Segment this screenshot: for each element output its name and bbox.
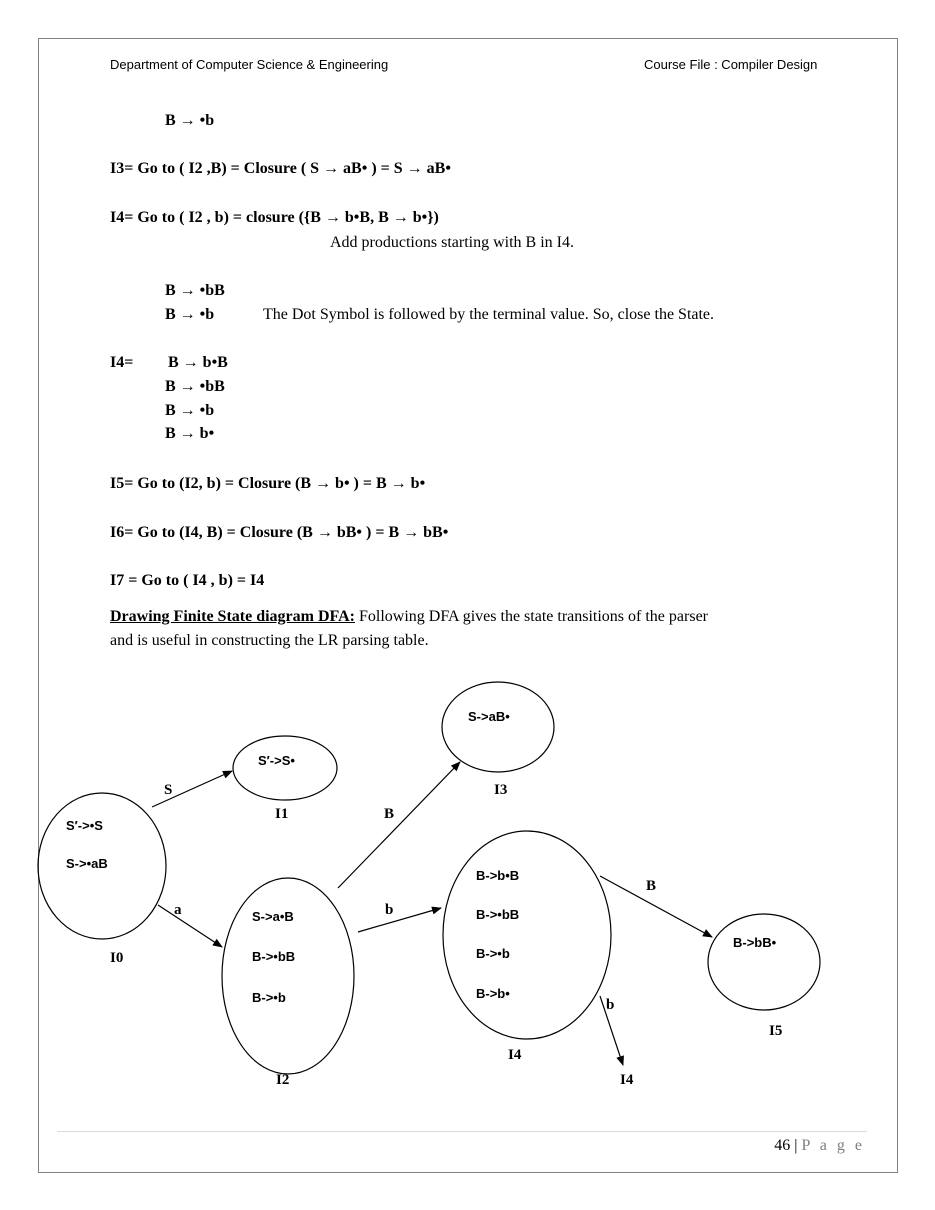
state-i1-circle	[233, 736, 337, 800]
production-line: B → •b	[165, 112, 215, 129]
goto-i6: I6= Go to (I4, B) = Closure (B → bB• ) = B → bB•	[110, 524, 449, 541]
state-i4-label: I4=	[110, 354, 134, 371]
state-i4-circle	[443, 831, 611, 1039]
edge-label: b	[606, 997, 615, 1013]
edge-label: S	[164, 782, 173, 798]
state-i4-item: B->•bB	[476, 907, 520, 922]
page-word: P a g e	[801, 1137, 865, 1154]
dfa-text-line2: and is useful in constructing the LR parsing table.	[110, 632, 429, 649]
state-i0-item: S->•aB	[66, 856, 108, 871]
page-footer	[774, 1137, 865, 1155]
edge-i2-i4	[358, 908, 441, 932]
edge-i0-i2	[158, 905, 222, 947]
production-line: B → •bB	[165, 282, 225, 299]
footer-rule	[57, 1131, 867, 1132]
state-i4-item: B → b•B	[168, 354, 228, 371]
header-left: Department of Computer Science & Engineering	[110, 57, 389, 72]
state-i2-circle	[222, 878, 354, 1074]
goto-i7: I7 = Go to ( I4 , b) = I4	[110, 572, 265, 589]
footer-separator: |	[794, 1137, 798, 1154]
edge-label: a	[174, 902, 182, 918]
production-line: B → •b	[165, 306, 215, 323]
state-i5-label: I5	[769, 1023, 783, 1039]
state-i3-item: S->aB•	[468, 709, 510, 724]
state-i5-item: B->bB•	[733, 935, 777, 950]
page-number: 46	[774, 1137, 791, 1154]
state-i4-item: B->b•B	[476, 868, 520, 883]
goto-i3: I3= Go to ( I2 ,B) = Closure ( S → aB• ) = S → aB•	[110, 160, 451, 177]
state-i0-item: S′->•S	[66, 818, 103, 833]
edge-label: B	[384, 806, 395, 822]
dfa-text: Following DFA gives the state transitions of the parser	[355, 608, 708, 625]
goto-i5: I5= Go to (I2, b) = Closure (B → b• ) = B → b•	[110, 475, 426, 492]
header-right: Course File : Compiler Design	[644, 57, 818, 72]
edge-i2-i3	[338, 762, 460, 888]
state-i4-item: B → b•	[165, 425, 215, 442]
goto-i4-note: Add productions starting with B in I4.	[330, 234, 574, 251]
state-i3-circle	[442, 682, 554, 772]
state-i5-circle	[708, 914, 820, 1010]
state-i1-item: S′->S•	[258, 753, 295, 768]
dfa-heading: Drawing Finite State diagram DFA:	[110, 608, 355, 625]
edge-label: b	[385, 902, 394, 918]
goto-i4: I4= Go to ( I2 , b) = closure ({B → b•B, B → b•})	[110, 209, 439, 226]
state-i2-item: S->a•B	[252, 909, 294, 924]
loop-target-label: I4	[620, 1072, 634, 1088]
state-i4-item: B → •bB	[165, 378, 225, 395]
state-i4-label: I4	[508, 1047, 522, 1063]
state-i1-label: I1	[275, 806, 289, 822]
state-i0-label: I0	[110, 950, 124, 966]
state-i2-label: I2	[276, 1072, 290, 1088]
state-i4-item: B → •b	[165, 402, 215, 419]
state-i4-item: B->b•	[476, 986, 510, 1001]
state-i2-item: B->•bB	[252, 949, 296, 964]
state-i4-item: B->•b	[476, 946, 510, 961]
state-i3-label: I3	[494, 782, 508, 798]
dot-note: The Dot Symbol is followed by the terminal value. So, close the State.	[263, 306, 715, 323]
state-i2-item: B->•b	[252, 990, 286, 1005]
edge-label: B	[646, 878, 657, 894]
